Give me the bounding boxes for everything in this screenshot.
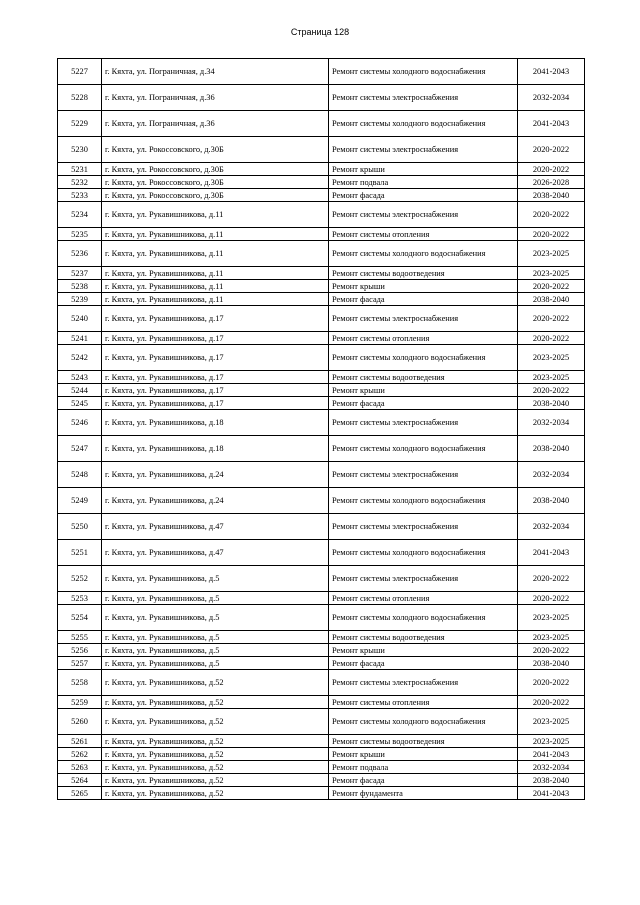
- address-cell: г. Кяхта, ул. Рукавишникова, д.18: [102, 410, 329, 436]
- row-number-cell: 5262: [58, 748, 102, 761]
- address-cell: г. Кяхта, ул. Рокоссовского, д.30Б: [102, 176, 329, 189]
- address-cell: г. Кяхта, ул. Рукавишникова, д.52: [102, 735, 329, 748]
- row-number-cell: 5239: [58, 293, 102, 306]
- period-cell: 2041-2043: [518, 111, 585, 137]
- row-number-cell: 5252: [58, 566, 102, 592]
- address-cell: г. Кяхта, ул. Рукавишникова, д.17: [102, 332, 329, 345]
- period-cell: 2020-2022: [518, 644, 585, 657]
- table-row: [58, 163, 585, 176]
- address-cell: г. Кяхта, ул. Рокоссовского, д.30Б: [102, 163, 329, 176]
- row-number-cell: 5232: [58, 176, 102, 189]
- address-cell: г. Кяхта, ул. Пограничная, д.36: [102, 85, 329, 111]
- table-row: [58, 176, 585, 189]
- row-number-cell: 5245: [58, 397, 102, 410]
- work-type-cell: Ремонт системы водоотведения: [329, 735, 518, 748]
- table-row: [58, 644, 585, 657]
- period-cell: 2020-2022: [518, 384, 585, 397]
- work-type-cell: Ремонт подвала: [329, 761, 518, 774]
- period-cell: 2020-2022: [518, 696, 585, 709]
- period-cell: 2026-2028: [518, 176, 585, 189]
- table-row: [58, 631, 585, 644]
- period-cell: 2032-2034: [518, 410, 585, 436]
- work-type-cell: Ремонт системы холодного водоснабжения: [329, 540, 518, 566]
- row-number-cell: 5243: [58, 371, 102, 384]
- work-type-cell: Ремонт системы электроснабжения: [329, 137, 518, 163]
- table-row: [58, 735, 585, 748]
- address-cell: г. Кяхта, ул. Пограничная, д.36: [102, 111, 329, 137]
- row-number-cell: 5264: [58, 774, 102, 787]
- row-number-cell: 5233: [58, 189, 102, 202]
- row-number-cell: 5263: [58, 761, 102, 774]
- row-number-cell: 5265: [58, 787, 102, 800]
- row-number-cell: 5249: [58, 488, 102, 514]
- work-type-cell: Ремонт крыши: [329, 384, 518, 397]
- table-row: [58, 488, 585, 514]
- table-row: [58, 228, 585, 241]
- row-number-cell: 5234: [58, 202, 102, 228]
- row-number-cell: 5261: [58, 735, 102, 748]
- address-cell: г. Кяхта, ул. Рукавишникова, д.11: [102, 202, 329, 228]
- row-number-cell: 5248: [58, 462, 102, 488]
- address-cell: г. Кяхта, ул. Рукавишникова, д.17: [102, 384, 329, 397]
- row-number-cell: 5235: [58, 228, 102, 241]
- work-type-cell: Ремонт системы электроснабжения: [329, 462, 518, 488]
- row-number-cell: 5250: [58, 514, 102, 540]
- address-cell: г. Кяхта, ул. Рукавишникова, д.17: [102, 306, 329, 332]
- address-cell: г. Кяхта, ул. Рукавишникова, д.17: [102, 371, 329, 384]
- work-type-cell: Ремонт системы электроснабжения: [329, 85, 518, 111]
- period-cell: 2023-2025: [518, 709, 585, 735]
- row-number-cell: 5236: [58, 241, 102, 267]
- table-row: [58, 670, 585, 696]
- period-cell: 2020-2022: [518, 163, 585, 176]
- work-type-cell: Ремонт системы холодного водоснабжения: [329, 709, 518, 735]
- row-number-cell: 5227: [58, 59, 102, 85]
- row-number-cell: 5253: [58, 592, 102, 605]
- row-number-cell: 5246: [58, 410, 102, 436]
- address-cell: г. Кяхта, ул. Рукавишникова, д.5: [102, 592, 329, 605]
- address-cell: г. Кяхта, ул. Рукавишникова, д.52: [102, 774, 329, 787]
- work-type-cell: Ремонт системы электроснабжения: [329, 514, 518, 540]
- row-number-cell: 5251: [58, 540, 102, 566]
- address-cell: г. Кяхта, ул. Рукавишникова, д.5: [102, 605, 329, 631]
- period-cell: 2020-2022: [518, 202, 585, 228]
- period-cell: 2020-2022: [518, 566, 585, 592]
- table-row: [58, 774, 585, 787]
- address-cell: г. Кяхта, ул. Рукавишникова, д.11: [102, 241, 329, 267]
- table-row: [58, 306, 585, 332]
- row-number-cell: 5247: [58, 436, 102, 462]
- row-number-cell: 5228: [58, 85, 102, 111]
- period-cell: 2038-2040: [518, 397, 585, 410]
- table-row: [58, 111, 585, 137]
- work-type-cell: Ремонт подвала: [329, 176, 518, 189]
- period-cell: 2023-2025: [518, 605, 585, 631]
- table-row: [58, 345, 585, 371]
- work-type-cell: Ремонт системы электроснабжения: [329, 670, 518, 696]
- row-number-cell: 5242: [58, 345, 102, 371]
- work-type-cell: Ремонт системы электроснабжения: [329, 566, 518, 592]
- period-cell: 2038-2040: [518, 774, 585, 787]
- table-row: [58, 605, 585, 631]
- address-cell: г. Кяхта, ул. Рукавишникова, д.18: [102, 436, 329, 462]
- work-type-cell: Ремонт системы электроснабжения: [329, 410, 518, 436]
- table-row: [58, 241, 585, 267]
- period-cell: 2032-2034: [518, 462, 585, 488]
- table-row: [58, 280, 585, 293]
- work-type-cell: Ремонт системы холодного водоснабжения: [329, 605, 518, 631]
- work-type-cell: Ремонт крыши: [329, 280, 518, 293]
- period-cell: 2041-2043: [518, 59, 585, 85]
- table-row: [58, 85, 585, 111]
- row-number-cell: 5256: [58, 644, 102, 657]
- period-cell: 2023-2025: [518, 241, 585, 267]
- row-number-cell: 5254: [58, 605, 102, 631]
- work-type-cell: Ремонт системы холодного водоснабжения: [329, 111, 518, 137]
- work-type-cell: Ремонт фасада: [329, 293, 518, 306]
- address-cell: г. Кяхта, ул. Рукавишникова, д.52: [102, 709, 329, 735]
- table-row: [58, 748, 585, 761]
- row-number-cell: 5237: [58, 267, 102, 280]
- work-type-cell: Ремонт системы холодного водоснабжения: [329, 59, 518, 85]
- address-cell: г. Кяхта, ул. Рукавишникова, д.5: [102, 566, 329, 592]
- row-number-cell: 5257: [58, 657, 102, 670]
- address-cell: г. Кяхта, ул. Рукавишникова, д.17: [102, 345, 329, 371]
- period-cell: 2041-2043: [518, 748, 585, 761]
- period-cell: 2020-2022: [518, 228, 585, 241]
- period-cell: 2041-2043: [518, 787, 585, 800]
- work-type-cell: Ремонт крыши: [329, 644, 518, 657]
- work-type-cell: Ремонт системы холодного водоснабжения: [329, 345, 518, 371]
- work-type-cell: Ремонт крыши: [329, 163, 518, 176]
- repair-schedule-table: [57, 58, 585, 800]
- table-row: [58, 332, 585, 345]
- table-row: [58, 592, 585, 605]
- table-row: [58, 293, 585, 306]
- address-cell: г. Кяхта, ул. Рукавишникова, д.11: [102, 267, 329, 280]
- period-cell: 2023-2025: [518, 631, 585, 644]
- table-row: [58, 657, 585, 670]
- work-type-cell: Ремонт системы водоотведения: [329, 631, 518, 644]
- work-type-cell: Ремонт фасада: [329, 397, 518, 410]
- period-cell: 2020-2022: [518, 137, 585, 163]
- work-type-cell: Ремонт системы холодного водоснабжения: [329, 488, 518, 514]
- work-type-cell: Ремонт системы холодного водоснабжения: [329, 241, 518, 267]
- table-row: [58, 566, 585, 592]
- row-number-cell: 5238: [58, 280, 102, 293]
- address-cell: г. Кяхта, ул. Рукавишникова, д.47: [102, 540, 329, 566]
- period-cell: 2020-2022: [518, 332, 585, 345]
- table-row: [58, 384, 585, 397]
- row-number-cell: 5244: [58, 384, 102, 397]
- address-cell: г. Кяхта, ул. Рукавишникова, д.47: [102, 514, 329, 540]
- table-row: [58, 696, 585, 709]
- period-cell: 2023-2025: [518, 345, 585, 371]
- table-row: [58, 761, 585, 774]
- period-cell: 2023-2025: [518, 371, 585, 384]
- table-row: [58, 462, 585, 488]
- period-cell: 2038-2040: [518, 189, 585, 202]
- address-cell: г. Кяхта, ул. Рукавишникова, д.52: [102, 670, 329, 696]
- page-number-header: Страница 128: [290, 27, 350, 37]
- work-type-cell: Ремонт системы холодного водоснабжения: [329, 436, 518, 462]
- table-row: [58, 371, 585, 384]
- period-cell: 2020-2022: [518, 280, 585, 293]
- address-cell: г. Кяхта, ул. Рукавишникова, д.24: [102, 488, 329, 514]
- row-number-cell: 5229: [58, 111, 102, 137]
- work-type-cell: Ремонт фасада: [329, 657, 518, 670]
- period-cell: 2023-2025: [518, 267, 585, 280]
- work-type-cell: Ремонт системы электроснабжения: [329, 202, 518, 228]
- table-row: [58, 137, 585, 163]
- address-cell: г. Кяхта, ул. Рукавишникова, д.52: [102, 761, 329, 774]
- period-cell: 2032-2034: [518, 514, 585, 540]
- table-row: [58, 787, 585, 800]
- table-body: [58, 59, 585, 800]
- address-cell: г. Кяхта, ул. Рукавишникова, д.11: [102, 293, 329, 306]
- address-cell: г. Кяхта, ул. Рукавишникова, д.17: [102, 397, 329, 410]
- period-cell: 2032-2034: [518, 761, 585, 774]
- table-row: [58, 267, 585, 280]
- period-cell: 2038-2040: [518, 293, 585, 306]
- row-number-cell: 5259: [58, 696, 102, 709]
- address-cell: г. Кяхта, ул. Рукавишникова, д.11: [102, 228, 329, 241]
- table-row: [58, 202, 585, 228]
- table-row: [58, 397, 585, 410]
- work-type-cell: Ремонт системы водоотведения: [329, 267, 518, 280]
- work-type-cell: Ремонт системы отопления: [329, 592, 518, 605]
- period-cell: 2023-2025: [518, 735, 585, 748]
- row-number-cell: 5240: [58, 306, 102, 332]
- table-row: [58, 709, 585, 735]
- address-cell: г. Кяхта, ул. Рукавишникова, д.5: [102, 631, 329, 644]
- period-cell: 2038-2040: [518, 488, 585, 514]
- period-cell: 2038-2040: [518, 657, 585, 670]
- work-type-cell: Ремонт фасада: [329, 189, 518, 202]
- address-cell: г. Кяхта, ул. Пограничная, д.34: [102, 59, 329, 85]
- row-number-cell: 5241: [58, 332, 102, 345]
- address-cell: г. Кяхта, ул. Рукавишникова, д.5: [102, 657, 329, 670]
- address-cell: г. Кяхта, ул. Рукавишникова, д.24: [102, 462, 329, 488]
- table-row: [58, 540, 585, 566]
- work-type-cell: Ремонт фундамента: [329, 787, 518, 800]
- work-type-cell: Ремонт системы отопления: [329, 332, 518, 345]
- address-cell: г. Кяхта, ул. Рукавишникова, д.11: [102, 280, 329, 293]
- table-row: [58, 410, 585, 436]
- row-number-cell: 5258: [58, 670, 102, 696]
- address-cell: г. Кяхта, ул. Рокоссовского, д.30Б: [102, 137, 329, 163]
- period-cell: 2038-2040: [518, 436, 585, 462]
- address-cell: г. Кяхта, ул. Рукавишникова, д.5: [102, 644, 329, 657]
- address-cell: г. Кяхта, ул. Рукавишникова, д.52: [102, 696, 329, 709]
- period-cell: 2041-2043: [518, 540, 585, 566]
- work-type-cell: Ремонт крыши: [329, 748, 518, 761]
- address-cell: г. Кяхта, ул. Рукавишникова, д.52: [102, 787, 329, 800]
- period-cell: 2032-2034: [518, 85, 585, 111]
- table-row: [58, 514, 585, 540]
- table-row: [58, 189, 585, 202]
- work-type-cell: Ремонт системы отопления: [329, 696, 518, 709]
- period-cell: 2020-2022: [518, 306, 585, 332]
- work-type-cell: Ремонт системы водоотведения: [329, 371, 518, 384]
- period-cell: 2020-2022: [518, 592, 585, 605]
- table-row: [58, 436, 585, 462]
- row-number-cell: 5255: [58, 631, 102, 644]
- work-type-cell: Ремонт системы электроснабжения: [329, 306, 518, 332]
- work-type-cell: Ремонт системы отопления: [329, 228, 518, 241]
- address-cell: г. Кяхта, ул. Рокоссовского, д.30Б: [102, 189, 329, 202]
- row-number-cell: 5231: [58, 163, 102, 176]
- row-number-cell: 5230: [58, 137, 102, 163]
- work-type-cell: Ремонт фасада: [329, 774, 518, 787]
- period-cell: 2020-2022: [518, 670, 585, 696]
- row-number-cell: 5260: [58, 709, 102, 735]
- address-cell: г. Кяхта, ул. Рукавишникова, д.52: [102, 748, 329, 761]
- table-row: [58, 59, 585, 85]
